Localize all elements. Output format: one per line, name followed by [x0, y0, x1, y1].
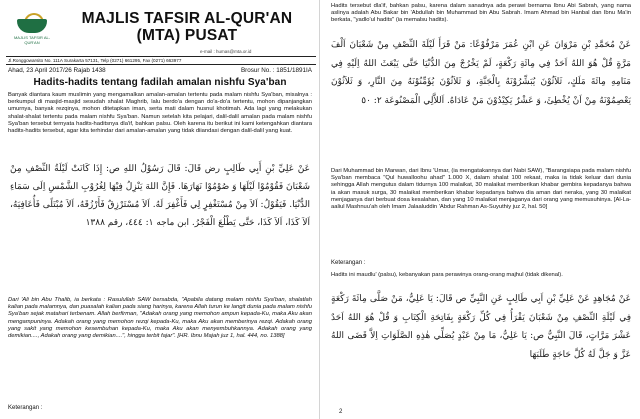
address-bar: Jl.Ronggowarsito No. 111A Surakarta 57131, Telp (0271) 661295, Fax (0271) 663977	[6, 56, 316, 65]
page-number: 2	[339, 409, 343, 415]
hadith-arabic-3: عَنْ مُجَاهِدٍ عَنْ عَلِيِّ بْنِ اَبِي طَالِبٍ عَنِ النَّبِيِّ ص قَالَ: يَا عَلِيُّ، مَنْ صَلَّى مِائَةَ رَكْعَةٍ فِي لَيْلَةِ النِّصْفِ مِنْ شَعْبَانَ يَقْرَأُ فِي كُلِّ رَكْعَةٍ بِفَاتِحَةِ الْكِتَابِ وَ قُلْ هُوَ اللهُ اَحَدٌ عَشْرَ مَرَّاتٍ، قَالَ النَّبِيُّ ص: يَا عَلِيُّ، مَا مِنْ عَبْدٍ يُصَلِّي هٰذِهِ الصَّلَوَاتِ اِلاَّ قَضَى اللهُ عَزَّ وَ جَلَّ لَهُ كُلَّ حَاجَةٍ طَلَبَهَا	[331, 294, 631, 360]
mta-logo	[10, 13, 54, 47]
masthead-line-2: (MTA) PUSAT	[136, 27, 238, 44]
info-line	[8, 67, 312, 74]
logo-caption: MAJLIS TAFSIR AL-QUR'AN	[13, 35, 51, 45]
bulletin-date: Ahad, 23 April 2017/26 Rajab 1438	[8, 67, 106, 74]
intro-paragraph: Banyak diantara kaum muslimin yang mengamalkan amalan-amalan tertentu pada malam nishfu Sya'ban, misalnya : berkumpul di masjid-masjid sesudah shalat Maghrib, lalu berdo'a dengan do'a-do'a tertentu, mohon dipanjangkan umurnya, banyak rezqinya, mohon ditetapkan iman, serta mati dalam husnul khotimah. Ada lagi yang melakukan shalat-shalat tertentu pada malam nishfu Sya'ban. Namun setelah kita pelajari, dalil-dalil amalan pada malam nishfu Sya'ban tersebut ternyata hadits-haditsnya dla'if, bahkan palsu. Oleh karena itu berikut ini kami ketengahkan diantara hadits-hadits tersebut, agar kita terhindar dari amalan-amalan yang tidak diiandasi dengan dalil-dalil yang kuat.	[8, 92, 312, 135]
hadith-translation-1: Dari 'Ali bin Abu Thalib, ia berkata : Rasulullah SAW bersabda, "Apabila datang malam nishfu Sya'ban, shalatlah kalian pada malamnya, dan puasalah kalian pada siang harinya, karena Allah turun ke langit dunia pada malam nishfu Sya'ban sejak matahari terbenam. Allah berfirman, "Adakah orang yang memohon ampun kepada-Ku, maka Aku akan mengampuninya. Adakah orang yang memohon rezqi kepada-Ku, maka Aku akan memberinya rezqi. Adakah orang yang sakit yang memohon kesembuhan kepada-Ku, maka Aku akan menyembuhkannya. Adakah orang yang demikian...., Adakah orang yang demikian....", hingga terbit fajar". [HR. Ibnu Majah juz 1, hal. 444, no. 1388]	[8, 297, 312, 340]
keterangan-label-1: Keterangan :	[8, 405, 43, 411]
page-2	[321, 0, 640, 419]
hadith-arabic-2: عَنْ مُحَمَّدِ بْنِ مَرْوَانَ عَنِ ابْنِ عُمَرَ مَرْفُوْعًا: مَنْ قَرَأَ لَيْلَةَ النِّصْفِ مِنْ شَعْبَانَ اَلْفَ مَرَّةٍ قُلْ هُوَ اللهُ اَحَدٌ فِي مِائَةِ رَكْعَةٍ، لَمْ يَخْرُجْ مِنَ الدُّنْيَا حَتَّى يَبْعَثَ اللهُ اِلَيْهِ فِي مَنَامِهِ مِائَةَ مَلَكٍ، ثَلاَثُوْنَ يُبَشِّرُوْنَهُ بِالْجَنَّةِ، وَ ثَلاَثُوْنَ يُؤَمِّنُوْنَهُ مِنَ النَّارِ، وَ ثَلاَثُوْنَ يَعْصِمُوْنَهُ مِنْ اَنْ يُخْطِئَ، وَ عَشْرٌ يَكِيْدُوْنَ مَنْ عَادَاهُ. اَللاَّلِي الْمَصْنُوعَة ٢: ٥٠	[331, 40, 631, 106]
hadith-translation-2: Dari Muhammad bin Marwan, dari Ibnu 'Umar, (ia mengatakannya dari Nabi SAW), "Barangsiapa pada malam nishfu Sya'ban membaca "Qul huwalloohu ahad" 1.000 X, dalam shalat 100 rekaat, maka ia tidak keluar dari dunia sehingga Allah mengutus dalam tidurnya 100 malaikat, 30 malaikat memberikan khabar gembira kepadanya bahwa ia akan masuk surga, 30 malaikat memberikan khabar kepadanya bahwa dia aman dari neraka, yang 30 malaikat menjaganya dari berbuat dosa kesalahan, dan yang 10 malaikat menjaganya dari orang yang memusuhinya. [Al-La-aaliul Mashnuu'ah oleh Imam Jalaaluddin 'Abdur Rahman As-Suyuthiy juz 2, hal. 50]	[331, 168, 631, 211]
hadith-arabic-1: عَنْ عَلِيِّ بْنِ أَبِي طَالِبٍ رض قَالَ: قَالَ رَسُوْلُ اللهِ ص: إِذَا كَانَتْ لَيْلَةُ النِّصْفِ مِنْ شَعْبَانَ فَقُوْمُوْا لَيْلَهَا وَ صُوْمُوْا نَهَارَهَا. فَإِنَّ اللهَ يَنْزِلُ فِيْهَا لِغُرُوْبِ الشَّمْسِ اِلَى سَمَاءِ الدُّنْيَا. فَيَقُوْلُ: اَلاَ مِنْ مُسْتَغْفِرٍ لِي فَأَغْفِرَ لَهُ. اَلاَ مُسْتَرْزِقٌ فَأَرْزُقَهُ، اَلاَ مُبْتَلًى فَأُعَافِيَهُ، اَلاَ كَذَا، اَلاَ كَذَا، حَتَّى يَطْلُعَ الْفَجْرُ. ابن ماجه ١: ٤٤٤، رقم ١٣٨٨	[10, 164, 310, 228]
dlaif-explanation: Hadits tersebut dla'if, bahkan palsu, karena dalam sanadnya ada perawi bernama Ibnu Abi Sabrah, yang nama aslinya adalah Abu Bakar bin 'Abdullah bin Muhammad bin Abu Sabrah. Imam Ahmad bin Hanbal dan Ibnu Ma'in berkata, "yadlo'ul hadits" (ia memalsu hadits).	[331, 3, 631, 24]
masthead-line-1: MAJLIS TAFSIR AL-QUR'AN	[81, 10, 293, 27]
brosur-number: Brosur No. : 1851/1891IA	[240, 67, 312, 74]
logo-book	[17, 19, 47, 33]
section-title: Hadits-hadits tentang fadilah amalan nishfu Sya'ban	[33, 77, 287, 88]
maudlu-note: Hadits ini maudlu' (palsu), kebanyakan para perawinya orang-orang majhul (tidak dikenal).	[331, 272, 563, 278]
contact-email: e-mail : humas@mta.or.id	[200, 49, 252, 54]
keterangan-label-2: Keterangan :	[331, 260, 366, 266]
masthead-title	[62, 10, 312, 44]
